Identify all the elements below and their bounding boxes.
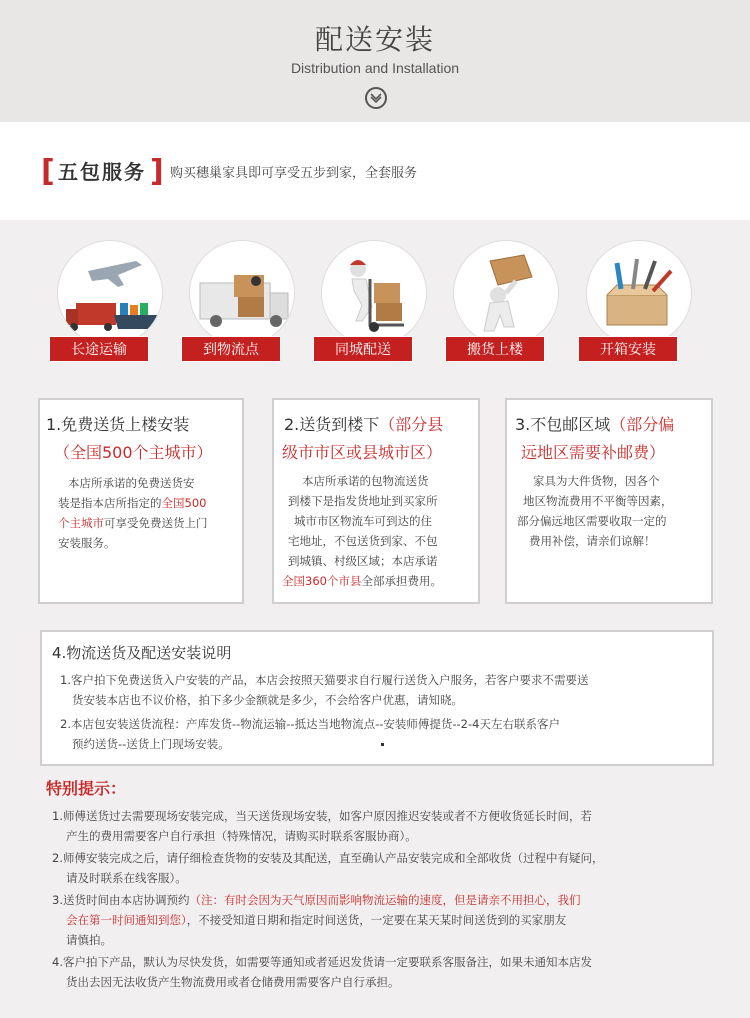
box-body [58,473,248,553]
highlight-text: 个主城市 [58,516,104,530]
note-line: 货安装本店也不议价格，拍下多少金额就是多少，不会给客户优惠，请知晓。 [72,693,463,707]
page-title: 配送安装 [314,23,435,56]
tip-line: 2.师傅安装完成之后，请仔细检查货物的安装及其配送，直至确认产品安装完成和全部收货（过程中有疑问， [52,851,604,865]
tip-text: ，不接受知道日期和指定时间送货，一定要在某天某时间送货到的买家朋友 [186,913,567,927]
page-subtitle: Distribution and Installation [290,60,460,76]
note-line: 2.本店包安装送货流程：产库发货--物流运输--抵达当地物流点--安装师傅提货--2-4天左右联系客户 [60,717,560,731]
carrying-box-icon [453,240,559,346]
step-unbox-install [586,240,692,358]
tip-line: 1.师傅送货过去需要现场安装完成，当天送货现场安装，如客户原因推迟安装或者不方便收货延长时间，若 [52,809,592,823]
tip-highlight: （注：有时会因为天气原因而影响物流运输的速度，但是请亲不用担心，我们 [189,893,581,907]
logistics-notes-box [40,630,714,766]
bracket-left: [ [41,154,55,189]
delivery-truck-icon [189,240,295,346]
no-free-shipping-box [505,398,713,604]
body-line: 到城镇、村级区域；本店承诺 [288,554,438,568]
body-line: 到楼下是指发货地址到买家所 [288,494,438,508]
tip-highlight: 会在第一时间通知到您） [66,913,187,927]
tip-line [66,910,736,930]
step-carry-upstairs [453,240,559,358]
body-text: 装是指本店所指定的 [58,496,162,510]
free-delivery-box [38,398,244,604]
title-text: 2.送货到楼下 [284,415,380,434]
box-subtitle: （全国500个主城市） [54,443,213,462]
airplane-truck-ship-icon [57,240,163,346]
bracket-right: ] [150,154,164,189]
step-label: 长途运输 [49,336,149,362]
tip-line: 请及时联系在线客服）。 [66,871,187,885]
tip-line: 货出去因无法收货产生物流费用或者仓储费用需要客户自行承担。 [66,975,400,989]
box-title: 4.物流送货及配送安装说明 [52,644,232,662]
tip-line: 产生的费用需要客户自行承担（特殊情况，请购买时联系客服协商）。 [66,829,417,843]
box-title [515,412,711,435]
tip-line: 请慎拍。 [66,933,112,947]
body-text: 可享受免费送货上门 [104,516,208,530]
title-highlight: （部分县 [379,415,444,434]
body-line: 安装服务。 [58,536,116,550]
step-label: 开箱安装 [578,336,678,362]
box-subtitle: 级市市区或县城市区） [282,443,443,462]
step-label: 搬货上楼 [445,336,545,362]
tip-line: 4.客户拍下产品，默认为尽快发货，如需要等通知或者延迟发货请一定要联系客服备注，如果未通知本店发 [52,955,592,969]
body-line: 费用补偿，请亲们谅解！ [529,534,656,548]
box-subtitle: 远地区需要补邮费） [521,443,666,462]
highlight-text: 全国360个市县 [282,574,362,588]
title-text: 3.不包邮区域 [515,415,611,434]
step-city-delivery [321,240,427,358]
body-line [282,571,482,591]
note-line: 预约送货--送货上门现场安装。 [72,737,230,751]
box-body [517,471,713,551]
body-line [58,513,248,533]
tip-text: 3.送货时间由本店协调预约 [52,893,190,907]
five-service-banner [0,122,750,220]
body-text: 全部承担费用。 [361,574,442,588]
title-highlight: （部分偏 [610,415,675,434]
box-title: 1.免费送货上楼安装 [46,415,190,434]
step-logistics-point [189,240,295,358]
body-line: 本店所承诺的包物流送货 [302,474,429,488]
body-line: 城市市区物流车可到达的住 [294,514,432,528]
body-line [58,493,248,513]
body-line: 家具为大件货物，因各个 [533,474,660,488]
five-service-description: 购买穗巢家具即可享受五步到家，全套服务 [170,166,418,181]
courier-handcart-icon [321,240,427,346]
downstairs-delivery-box [272,398,480,604]
body-line: 地区物流费用不平衡等因素， [523,494,673,508]
box-body [282,471,482,591]
five-service-label: 五包服务 [58,160,146,184]
chevron-down-icon[interactable] [365,87,387,109]
body-line: 本店所承诺的免费送货安 [68,476,195,490]
note-line: 1.客户拍下免费送货入户安装的产品，本店会按照天猫要求自行履行送货入户服务，若客户要求不需要送 [60,673,589,687]
toolbox-icon [586,240,692,346]
highlight-text: 全国500 [161,496,207,510]
tips-title: 特别提示： [46,779,127,798]
dot-mark [381,743,384,746]
body-line: 宅地址，不包送货到家、不包 [288,534,438,548]
body-line: 部分偏远地区需要收取一定的 [517,514,667,528]
tip-line [52,890,722,910]
step-long-distance [57,240,163,358]
step-label: 同城配送 [313,336,413,362]
box-title [284,412,478,435]
step-label: 到物流点 [181,336,281,362]
section-header [0,0,750,122]
